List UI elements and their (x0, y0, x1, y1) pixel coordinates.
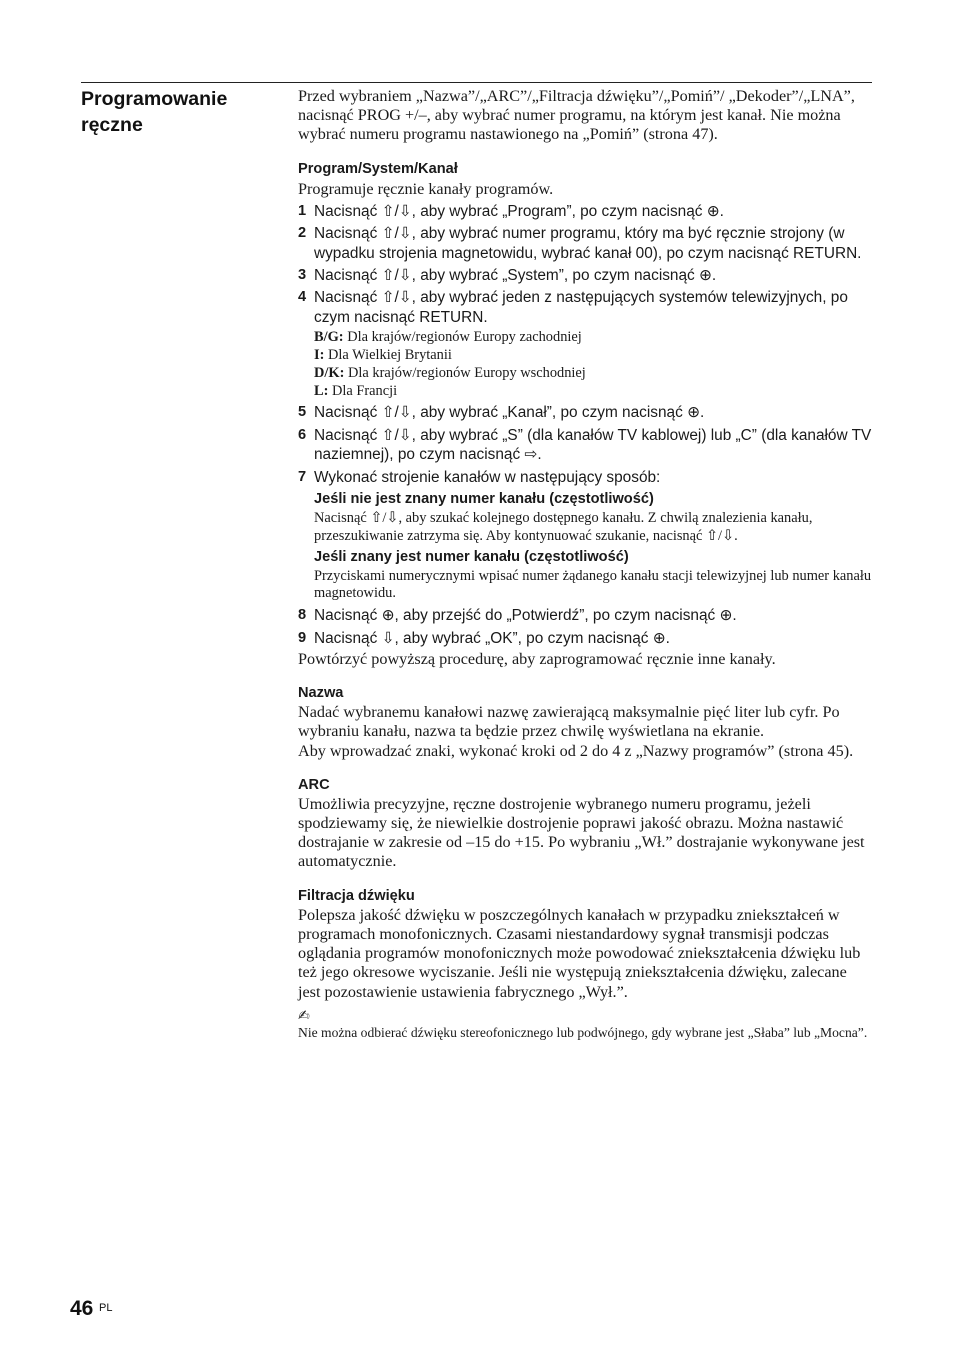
tuning-methods (298, 490, 873, 603)
step-8 (298, 606, 873, 625)
step-number: 7 (298, 468, 307, 485)
system-desc: Dla krajów/regionów Europy wschodniej (348, 364, 586, 381)
step-6 (298, 426, 873, 465)
section-title (81, 86, 281, 138)
step-number: 6 (298, 426, 307, 443)
program-desc: Programuje ręcznie kanały programów. (298, 179, 554, 198)
arc-heading: ARC (298, 776, 330, 793)
section-title-line2: ręczne (81, 114, 143, 136)
step-text: Nacisnąć ⇧/⇩, aby wybrać „S” (dla kanałów TV kablowej) lub „C” (dla kanałów TV naziemnej), po czym nacisnąć ⇨. (314, 426, 872, 464)
section-title-line1: Programowanie (81, 88, 228, 110)
nazwa-paragraph-1: Nadać wybranemu kanałowi nazwę zawierającą maksymalnie pięć liter lub cyfr. Po wybraniu kanału, nazwa ta będzie przez chwilę wyświetlana na ekranie. (298, 703, 840, 741)
step-number: 3 (298, 267, 307, 284)
step-text: Nacisnąć ⇧/⇩, aby wybrać „Kanał”, po czym nacisnąć ⊕. (314, 404, 705, 422)
step-number: 2 (298, 225, 307, 242)
system-desc: Dla Francji (332, 382, 398, 399)
step-4 (298, 288, 873, 327)
step-text: Nacisnąć ⇩, aby wybrać „OK”, po czym nacisnąć ⊕. (314, 629, 670, 647)
known-channel-text: Przyciskami numerycznymi wpisać numer żądanego kanału stacji telewizyjnej lub numer kanału magnetowidu. (314, 567, 872, 602)
step-text: Nacisnąć ⊕, aby przejść do „Potwierdź”, po czym nacisnąć ⊕. (314, 607, 737, 625)
step-3 (298, 266, 873, 285)
step-text: Nacisnąć ⇧/⇩, aby wybrać numer programu, który ma być ręcznie strojony (w wypadku strojenia magnetowidu, wybrać kanał 00), po czym nacisnąć RETURN. (314, 225, 862, 262)
system-code: L: (314, 382, 329, 399)
filtracja-heading: Filtracja dźwięku (298, 887, 415, 904)
system-item (314, 383, 873, 401)
step-number: 4 (298, 289, 307, 306)
repeat-text: Powtórzyć powyższą procedurę, aby zaprogramować ręcznie inne kanały. (298, 650, 776, 669)
note-pencil-icon: ✍ (298, 1007, 310, 1024)
step-2 (298, 224, 873, 263)
top-rule (81, 82, 872, 83)
system-desc: Dla Wielkiej Brytanii (328, 347, 452, 364)
step-5 (298, 403, 873, 422)
step-1 (298, 202, 873, 221)
main-content (298, 87, 873, 1041)
step-text: Nacisnąć ⇧/⇩, aby wybrać „Program”, po czym nacisnąć ⊕. (314, 202, 724, 220)
nazwa-paragraph-2: Aby wprowadzać znaki, wykonać kroki od 2 do 4 z „Nazwy programów” (strona 45). (298, 741, 854, 760)
step-text: Nacisnąć ⇧/⇩, aby wybrać jeden z następujących systemów telewizyjnych, po czym nacisnąć RETURN. (314, 289, 848, 326)
step-7 (298, 468, 873, 487)
step-number: 5 (298, 404, 307, 421)
known-channel-heading: Jeśli znany jest numer kanału (częstotliwość) (314, 548, 629, 565)
program-heading: Program/System/Kanał (298, 160, 458, 177)
system-code: I: (314, 347, 325, 364)
step-text: Nacisnąć ⇧/⇩, aby wybrać „System”, po czym nacisnąć ⊕. (314, 267, 717, 285)
system-desc: Dla krajów/regionów Europy zachodniej (347, 329, 582, 346)
step-9 (298, 629, 873, 648)
page-language: PL (99, 1302, 113, 1314)
steps-8-9 (298, 606, 873, 648)
step-number: 1 (298, 202, 307, 219)
nazwa-heading: Nazwa (298, 685, 344, 702)
step-text: Wykonać strojenie kanałów w następujący sposób: (314, 468, 661, 486)
system-code: B/G: (314, 329, 344, 346)
intro-paragraph: Przed wybraniem „Nazwa”/„ARC”/„Filtracja dźwięku”/„Pomiń”/ „Dekoder”/„LNA”, nacisnąć PROG +/–, aby wybrać numer programu, na którym jest kanał. Nie można wybrać numeru programu nastawionego na „Pomiń” (strona 47). (298, 87, 855, 144)
step-number: 9 (298, 629, 307, 646)
system-code: D/K: (314, 364, 345, 381)
system-item (314, 365, 873, 383)
system-item (314, 347, 873, 365)
steps-5-7 (298, 403, 873, 487)
arc-paragraph: Umożliwia precyzyjne, ręczne dostrojenie wybranego numeru programu, jeżeli spodziewamy się, że niewielkie dostrojenie poprawi jakość obrazu. Można nastawić dostrajanie w zakresie od –15 do +15. Po wybraniu „Wł.” dostrajanie wykonywane jest automatycznie. (298, 794, 865, 871)
filtracja-note: Nie można odbierać dźwięku stereofonicznego lub podwójnego, gdy wybrane jest „Słaba” lub „Mocna”. (298, 1024, 868, 1040)
system-item (314, 329, 873, 347)
unknown-channel-text: Nacisnąć ⇧/⇩, aby szukać kolejnego dostępnego kanału. Z chwilą znalezienia kanału, przeszukiwanie zatrzyma się. Aby kontynuować szukanie, nacisnąć ⇧/⇩. (314, 510, 813, 544)
steps-1-4 (298, 202, 873, 327)
page-number: 46 (70, 1297, 94, 1320)
unknown-channel-heading: Jeśli nie jest znany numer kanału (częstotliwość) (314, 491, 654, 508)
filtracja-paragraph: Polepsza jakość dźwięku w poszczególnych kanałach w przypadku zniekształceń w programach monofonicznych. Czasami niestandardowy sygnał transmisji podczas oglądania programów monofonicznych może powodować zniekształcenia dźwięku lub też jego okresowe wyciszanie. Jeśli nie występują zniekształcenia dźwięku, zalecane jest pozostawienie ustawienia fabrycznego „Wył.”. (298, 905, 861, 1001)
system-list (298, 329, 873, 400)
step-number: 8 (298, 607, 307, 624)
